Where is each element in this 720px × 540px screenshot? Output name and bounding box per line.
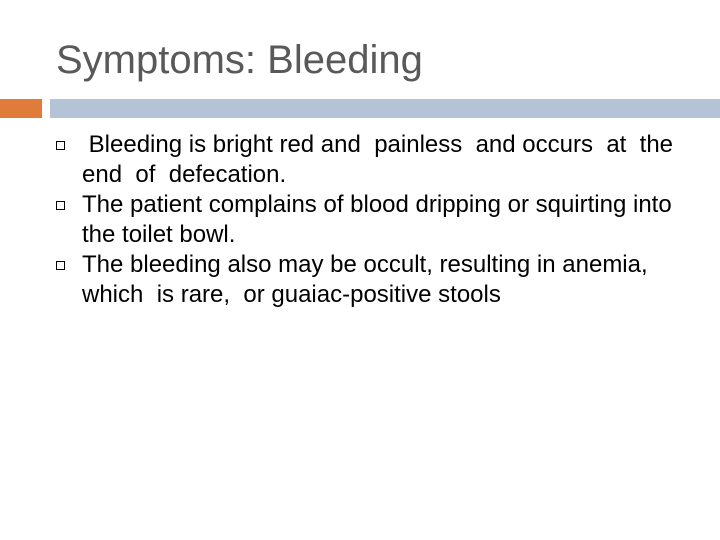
slide-title: Symptoms: Bleeding (56, 38, 423, 82)
bullet-list (56, 130, 696, 310)
square-outline-icon (56, 201, 65, 210)
square-outline-icon (56, 141, 65, 150)
bullet-item-3 (56, 250, 696, 310)
title-divider-bar (50, 99, 720, 118)
bullet-text: Bleeding is bright red and painless and occurs at the end of defecation. (82, 131, 687, 188)
bullet-item-2 (56, 190, 696, 250)
bullet-item-1 (56, 130, 696, 190)
bullet-text: The patient complains of blood dripping or squirting into the toilet bowl. (82, 191, 679, 248)
title-accent-bar (0, 99, 42, 118)
square-outline-icon (56, 261, 65, 270)
bullet-text: The bleeding also may be occult, resulting in anemia, which is rare, or guaiac-positive stools (82, 251, 655, 308)
